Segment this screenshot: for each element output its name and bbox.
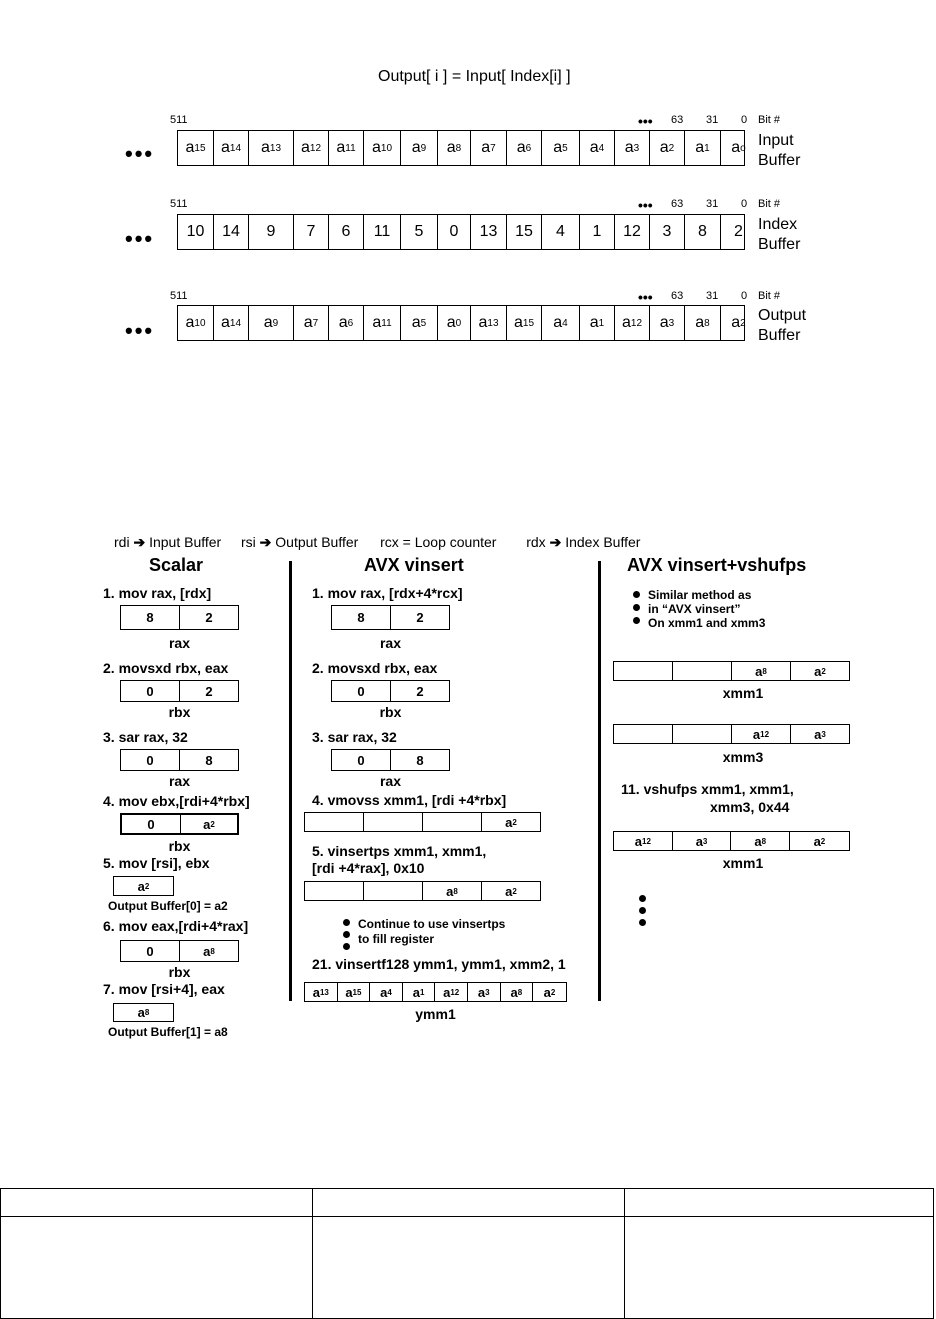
register-cell: a 4: [370, 983, 403, 1001]
bit-number-label: Bit #: [758, 290, 781, 302]
buffer-cell: a 4: [542, 306, 580, 340]
rbx-register: [120, 940, 239, 962]
bit-number-label: Bit #: [758, 198, 781, 210]
buffer-cell: 14: [214, 215, 249, 249]
register-cell: a 3: [468, 983, 501, 1001]
vinsert-step-21: 21. vinsertf128 ymm1, ymm1, xmm2, 1: [312, 956, 566, 972]
buffer-cell: a 7: [471, 131, 507, 165]
xmm1-register: [613, 831, 850, 851]
buffer-cell: 9: [249, 215, 294, 249]
register-cell: a 15: [338, 983, 371, 1001]
legend-rcx: rcx = Loop counter: [380, 534, 497, 550]
table-cell: [313, 1189, 625, 1217]
register-label: rax: [168, 773, 191, 789]
register-cell: a 1: [403, 983, 436, 1001]
input-buffer-label: Input Buffer: [758, 132, 801, 169]
buffer-cell: a 3: [650, 306, 685, 340]
buffer-cell: a 15: [507, 306, 542, 340]
bit-label-0: 0: [741, 114, 748, 126]
buffer-cell: a 6: [507, 131, 542, 165]
vshufps-step-11: 11. vshufps xmm1, xmm1, xmm3, 0x44: [621, 781, 794, 815]
register-cell: 2: [205, 683, 213, 699]
buffer-cell: a 1: [685, 131, 721, 165]
buffer-cell: 11: [364, 215, 401, 249]
register-label: rbx: [379, 704, 402, 720]
register-cell: a 2: [137, 878, 150, 894]
ymm1-register: [304, 982, 567, 1002]
register-cell: [364, 882, 423, 900]
buffer-cell: a 7: [294, 306, 329, 340]
output-buffer-label: Output Buffer: [758, 307, 807, 344]
register-cell: a 12: [435, 983, 468, 1001]
bit-number-label: Bit #: [758, 114, 781, 126]
table-cell: [313, 1217, 625, 1319]
buffer-cell: 6: [329, 215, 364, 249]
register-cell: a 12: [732, 725, 791, 743]
register-cell: [673, 725, 732, 743]
buffer-cell: 5: [401, 215, 438, 249]
register-cell: 0: [122, 815, 181, 833]
buffer-cell: a 9: [401, 131, 438, 165]
table-cell: [1, 1217, 313, 1319]
buffer-cell: a 3: [615, 131, 650, 165]
table-cell: [625, 1189, 934, 1217]
register-cell: 0: [121, 681, 180, 701]
bit-label-511: 511: [170, 114, 188, 126]
buffer-cell: 15: [507, 215, 542, 249]
bit-label-31: 31: [706, 114, 719, 126]
register-cell: a 2: [543, 984, 556, 1000]
buffer-cell: a 10: [178, 306, 214, 340]
register-cell: [305, 813, 364, 831]
output-slot: [113, 1003, 174, 1022]
index-buffer-label: Index Buffer: [758, 216, 801, 253]
buffer-cell: a 5: [401, 306, 438, 340]
bullet-icon: [633, 604, 640, 611]
bit-label-63: 63: [671, 114, 684, 126]
scalar-step-5: 5. mov [rsi], ebx: [103, 855, 210, 871]
rbx-register: [120, 813, 239, 835]
buffer-cell: a 1: [580, 306, 615, 340]
register-cell: a 2: [813, 833, 826, 849]
vinsert-step-2: 2. movsxd rbx, eax: [312, 660, 438, 676]
rax-register: [331, 749, 450, 771]
buffer-cell: a 15: [178, 131, 214, 165]
buffer-cell: a 0: [438, 306, 471, 340]
register-label: xmm1: [722, 685, 764, 701]
bullet-icon: [343, 919, 350, 926]
empty-table: [0, 1188, 934, 1319]
register-label: xmm3: [722, 749, 764, 765]
register-label: rbx: [168, 838, 191, 854]
vinsert-step-5: 5. vinsertps xmm1, xmm1, [rdi +4*rax], 0x10: [312, 843, 487, 876]
buffer-cell: 3: [650, 215, 685, 249]
buffer-cell: 1: [580, 215, 615, 249]
xmm1-register: [304, 812, 541, 832]
register-cell: [423, 813, 482, 831]
buffer-cell: 0: [438, 215, 471, 249]
register-cell: a 3: [814, 726, 826, 742]
small-ellipsis: •••: [638, 113, 653, 129]
vinsert-note: Continue to use vinsertps to fill register: [358, 917, 506, 946]
bit-label-31: 31: [706, 290, 719, 302]
bit-label-63: 63: [671, 290, 684, 302]
register-cell: a 3: [673, 832, 732, 850]
buffer-cell: a 12: [294, 131, 329, 165]
buffer-cell: 12: [615, 215, 650, 249]
register-cell: 0: [121, 750, 180, 770]
bullet-icon: [343, 943, 350, 950]
buffer-cell: 2: [734, 223, 743, 240]
register-cell: 2: [416, 683, 424, 699]
register-cell: [673, 662, 732, 680]
rax-register: [331, 605, 450, 630]
table-row: [1, 1217, 934, 1319]
buffer-cell: a 4: [580, 131, 615, 165]
small-ellipsis: •••: [638, 197, 653, 213]
bit-label-511: 511: [170, 290, 188, 302]
buffer-cell: a 6: [329, 306, 364, 340]
buffer-cell: a 2: [731, 314, 746, 331]
register-cell: a 12: [614, 832, 673, 850]
bit-label-0: 0: [741, 290, 748, 302]
output-caption: Output Buffer[0] = a2: [108, 899, 228, 913]
bullet-icon: [639, 919, 646, 926]
xmm3-register: [613, 724, 850, 744]
bit-label-31: 31: [706, 198, 719, 210]
arrow-icon: ➔: [259, 534, 272, 550]
buffer-cell: 8: [685, 215, 721, 249]
vinsert-step-1: 1. mov rax, [rdx+4*rcx]: [312, 585, 463, 601]
register-cell: 2: [416, 610, 424, 625]
register-cell: 8: [205, 752, 213, 768]
rax-register: [120, 605, 239, 630]
register-label: rbx: [168, 704, 191, 720]
register-cell: a 2: [505, 814, 517, 830]
output-slot: [113, 876, 174, 896]
register-cell: a 8: [731, 832, 790, 850]
rax-register: [120, 749, 239, 771]
register-cell: a 8: [423, 882, 482, 900]
small-ellipsis: •••: [638, 289, 653, 305]
register-label: rax: [379, 773, 402, 789]
buffer-cell: a 12: [615, 306, 650, 340]
bit-label-511: 511: [170, 198, 188, 210]
register-cell: 8: [416, 752, 424, 768]
register-cell: 0: [332, 681, 391, 701]
rbx-register: [331, 680, 450, 702]
buffer-cell: a 10: [364, 131, 401, 165]
register-cell: [614, 725, 673, 743]
vshufps-note: Similar method as in “AVX vinsert” On xmm1 and xmm3: [648, 588, 766, 630]
bullet-icon: [343, 931, 350, 938]
buffer-cell: a 13: [471, 306, 507, 340]
ellipsis: •••: [125, 141, 155, 166]
buffer-cell: a 14: [214, 306, 249, 340]
register-cell: a 13: [305, 983, 338, 1001]
buffer-cell: a 5: [542, 131, 580, 165]
xmm1-register: [304, 881, 541, 901]
register-label: rax: [379, 635, 402, 651]
register-cell: 0: [121, 941, 180, 961]
buffer-cell: a 2: [650, 131, 685, 165]
buffer-cell: a 14: [214, 131, 249, 165]
register-legend: [114, 534, 640, 551]
buffer-cell: a 13: [249, 131, 294, 165]
arrow-icon: ➔: [133, 534, 146, 550]
vinsert-step-4: 4. vmovss xmm1, [rdi +4*rbx]: [312, 792, 507, 808]
index-buffer: [177, 214, 745, 250]
xmm1-register: [613, 661, 850, 681]
rbx-register: [120, 680, 239, 702]
register-label: ymm1: [415, 1006, 456, 1022]
vinsert-step-3: 3. sar rax, 32: [312, 729, 397, 745]
buffer-cell: a 8: [438, 131, 471, 165]
register-cell: 8: [121, 606, 180, 629]
input-buffer: [177, 130, 745, 166]
register-cell: 2: [205, 610, 213, 625]
buffer-cell: 7: [294, 215, 329, 249]
bullet-icon: [633, 591, 640, 598]
register-cell: a 2: [505, 883, 517, 899]
table-cell: [625, 1217, 934, 1319]
buffer-cell: a 8: [685, 306, 721, 340]
scalar-step-7: 7. mov [rsi+4], eax: [103, 981, 225, 997]
legend-rsi: rsi ➔ Output Buffer: [241, 534, 359, 550]
scalar-step-4: 4. mov ebx,[rdi+4*rbx]: [103, 793, 250, 809]
bullet-icon: [639, 895, 646, 902]
register-cell: a 8: [137, 1005, 150, 1020]
bit-label-0: 0: [741, 198, 748, 210]
register-cell: a 2: [814, 663, 826, 679]
buffer-cell: 4: [542, 215, 580, 249]
table-row: [1, 1189, 934, 1217]
column-divider: [598, 561, 601, 1001]
table-cell: [1, 1189, 313, 1217]
buffer-cell: 10: [178, 215, 214, 249]
buffer-cell: a 9: [249, 306, 294, 340]
register-cell: a 8: [203, 943, 215, 959]
register-cell: [364, 813, 423, 831]
register-cell: [305, 882, 364, 900]
output-buffer: [177, 305, 745, 341]
scalar-step-6: 6. mov eax,[rdi+4*rax]: [103, 918, 249, 934]
legend-rdx: rdx ➔ Index Buffer: [526, 534, 641, 550]
vinsert-heading: AVX vinsert: [364, 555, 464, 575]
register-cell: a 8: [501, 983, 534, 1001]
diagram-title: Output[ i ] = Input[ Index[i] ]: [378, 68, 571, 85]
buffer-cell: a 11: [329, 131, 364, 165]
register-cell: a 2: [203, 816, 215, 832]
vshufps-heading: AVX vinsert+vshufps: [627, 555, 807, 575]
register-label: rax: [168, 635, 191, 651]
register-label: rbx: [168, 964, 191, 980]
buffer-cell: a 11: [364, 306, 401, 340]
ellipsis: •••: [125, 226, 155, 251]
ellipsis: •••: [125, 318, 155, 343]
register-cell: 8: [332, 606, 391, 629]
scalar-step-1: 1. mov rax, [rdx]: [103, 585, 212, 601]
output-caption: Output Buffer[1] = a8: [108, 1025, 228, 1039]
scalar-step-3: 3. sar rax, 32: [103, 729, 188, 745]
bit-label-63: 63: [671, 198, 684, 210]
register-cell: a 8: [732, 662, 791, 680]
register-label: xmm1: [722, 855, 764, 871]
legend-rdi: rdi ➔ Input Buffer: [114, 534, 222, 550]
register-cell: [614, 662, 673, 680]
bullet-icon: [639, 907, 646, 914]
register-cell: 0: [332, 750, 391, 770]
buffer-cell: a o: [731, 139, 746, 156]
scalar-step-2: 2. movsxd rbx, eax: [103, 660, 229, 676]
column-divider: [289, 561, 292, 1001]
buffer-cell: 13: [471, 215, 507, 249]
bullet-icon: [633, 617, 640, 624]
scalar-heading: Scalar: [149, 555, 204, 575]
arrow-icon: ➔: [549, 534, 562, 550]
